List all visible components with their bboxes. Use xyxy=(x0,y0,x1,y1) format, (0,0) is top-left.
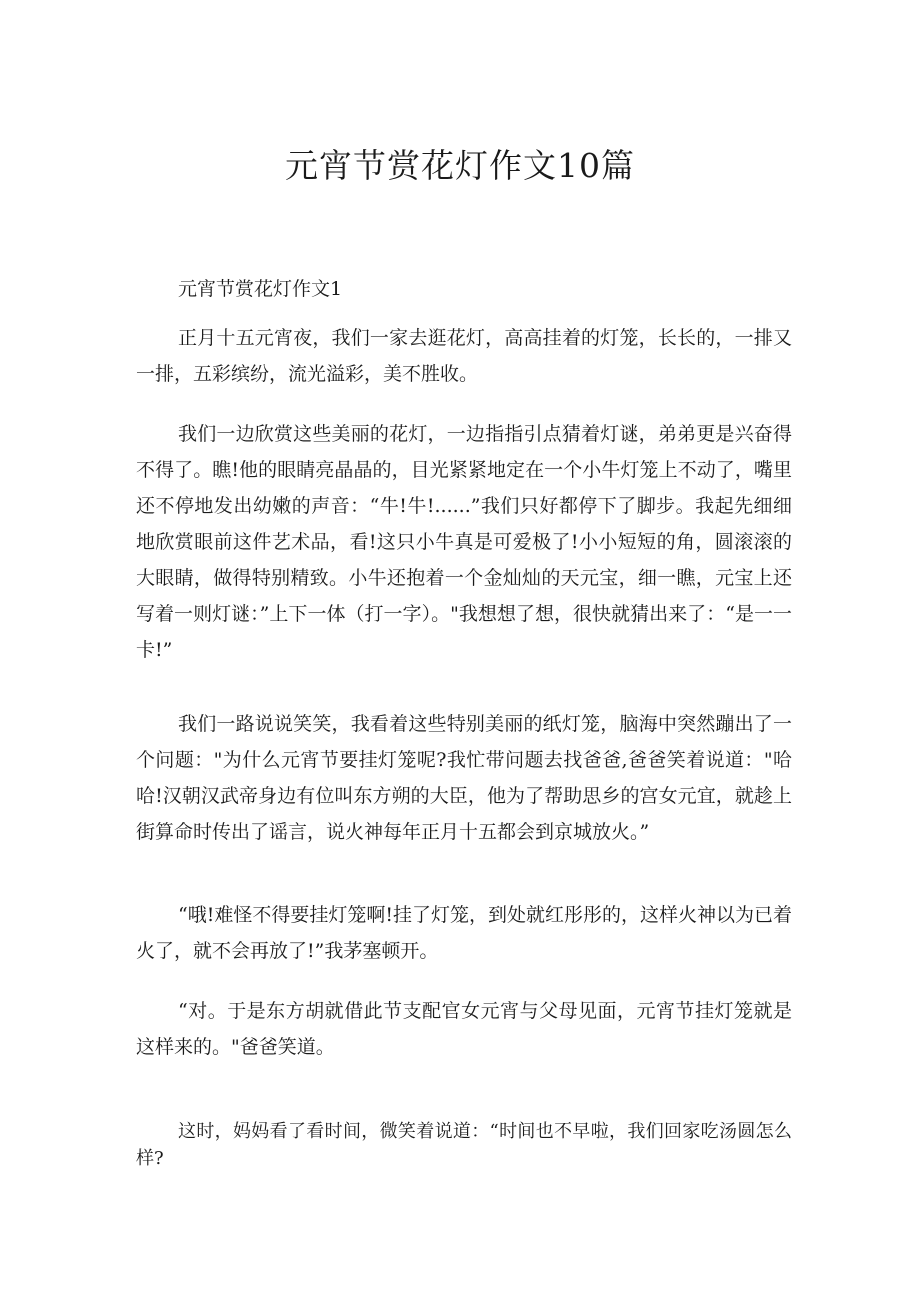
paragraph-1: 正月十五元宵夜，我们一家去逛花灯，高高挂着的灯笼，长长的，一排又一排，五彩缤纷，流光溢彩，美不胜收。 xyxy=(136,327,792,385)
document-title: 元宵节赏花灯作文10篇 xyxy=(285,146,635,185)
paragraph-5: “对。于是东方胡就借此节支配官女元宵与父母见面，元宵节挂灯笼就是这样来的。"爸爸笑道。 xyxy=(136,1000,792,1058)
paragraph-6: 这时，妈妈看了看时间，微笑着说道：“时间也不早啦，我们回家吃汤圆怎么样? xyxy=(136,1121,792,1169)
paragraph-3: 我们一路说说笑笑，我看着这些特别美丽的纸灯笼，脑海中突然蹦出了一个问题："为什么元宵节要挂灯笼呢?我忙带问题去找爸爸,爸爸笑着说道："哈哈!汉朝汉武帝身边有位叫东方朔的大臣，他为了帮助思乡的宫女元宜，就趁上街算命时传出了谣言，说火神每年正月十五都会到京城放火。” xyxy=(136,713,792,843)
paragraph-2: 我们一边欣赏这些美丽的花灯，一边指指引点猜着灯谜，弟弟更是兴奋得不得了。瞧!他的眼睛亮晶晶的，目光紧紧地定在一个小牛灯笼上不动了，嘴里还不停地发出幼嫩的声音：“牛!牛!......”我们只好都停下了脚步。我起先细细地欣赏眼前这件艺术品，看!这只小牛真是可爱极了!小小短短的角，圆滚滚的大眼睛，做得特别精致。小牛还抱着一个金灿灿的天元宝，细一瞧，元宝上还写着一则灯谜：”上下一体（打一字）。"我想想了想，很快就猜出来了：“是一一卡!” xyxy=(136,423,792,661)
section-title: 元宵节赏花灯作文1 xyxy=(178,278,343,300)
paragraph-4: “哦!难怪不得要挂灯笼啊!挂了灯笼，到处就红彤彤的，这样火神以为已着火了，就不会再放了!”我茅塞顿开。 xyxy=(136,904,792,962)
